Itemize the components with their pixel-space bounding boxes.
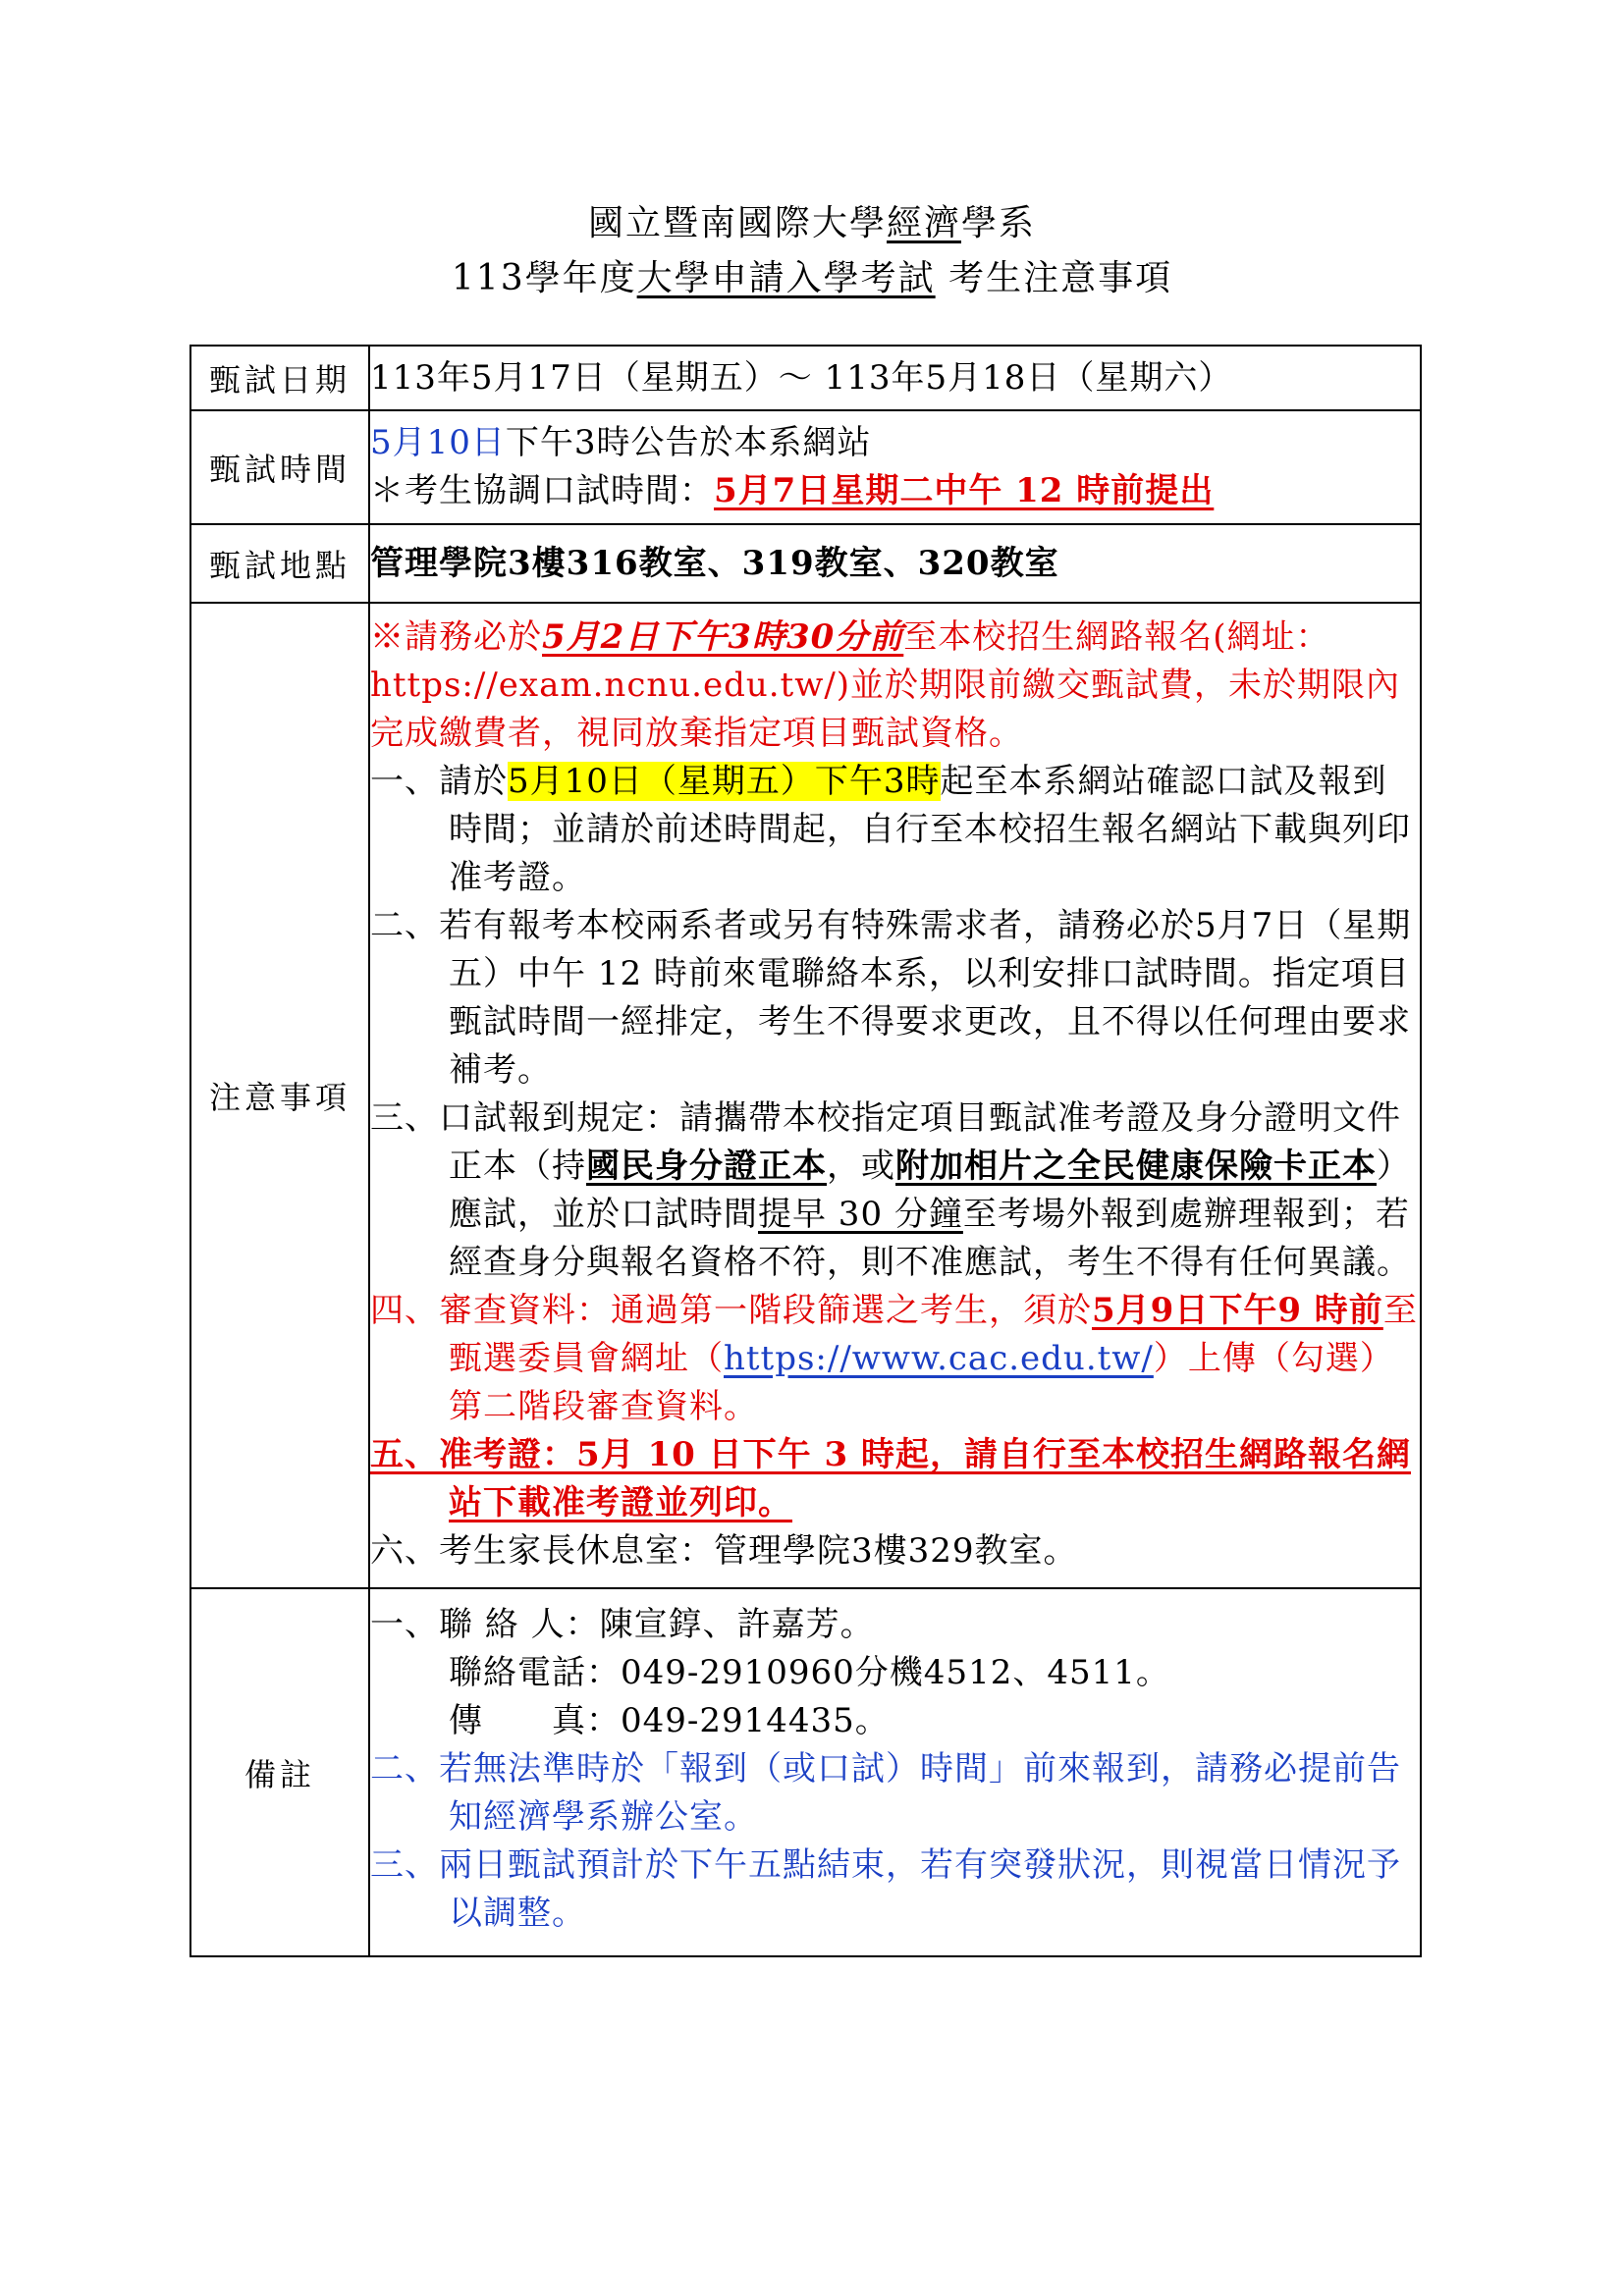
item3-early: 提早 30 分鐘 xyxy=(758,1195,963,1234)
exam-name: 大學申請入學考試 xyxy=(636,258,936,298)
department-name: 經濟 xyxy=(886,203,961,243)
remarks-label: 備註 xyxy=(190,1588,369,1956)
item3-health-card: 附加相片之全民健康保險卡正本 xyxy=(895,1147,1377,1186)
item4-mid: 至甄選委員會網址（ xyxy=(449,1291,1418,1378)
notes-item-3 xyxy=(370,1095,1420,1287)
table-row-place xyxy=(190,524,1421,603)
notes-item-5 xyxy=(370,1431,1420,1527)
registration-deadline: 5月2日下午3時30分前 xyxy=(542,617,904,657)
item4-tail: ）上傳（勾選）第二階段審查資料。 xyxy=(449,1339,1394,1426)
notice-table xyxy=(189,345,1422,1957)
item3-or: ，或 xyxy=(827,1147,895,1186)
item5-text: 五、准考證：5月 10 日下午 3 時起，請自行至本校招生網路報名網站下載准考證並列印。 xyxy=(370,1435,1411,1522)
table-row-time xyxy=(190,410,1421,524)
intro-lead: ※請務必於 xyxy=(370,617,542,657)
notes-content xyxy=(369,603,1421,1588)
item4-lead: 四、審查資料：通過第一階段篩選之考生，須於 xyxy=(370,1291,1092,1330)
title-line-1 xyxy=(0,196,1624,251)
time-label: 甄試時間 xyxy=(190,410,369,524)
remarks-item-3: 三、兩日甄試預計於下午五點結束，若有突發狀況，則視當日情況予以調整。 xyxy=(370,1845,1401,1933)
announce-line xyxy=(370,419,1420,467)
notes-item-2: 二、若有報考本校兩系者或另有特殊需求者，請務必於5月7日（星期五）中午 12 時前來電聯絡本系，以利安排口試時間。指定項目甄試時間一經排定，考生不得要求更改，且不得以任何理由要求補考。 xyxy=(370,906,1412,1090)
notes-label: 注意事項 xyxy=(190,603,369,1588)
university-name: 國立暨南國際大學 xyxy=(587,203,887,243)
place-value: 管理學院3樓316教室、319教室、320教室 xyxy=(369,524,1421,603)
item1-highlight-date: 5月10日（星期五）下午3時 xyxy=(508,762,941,801)
notes-intro xyxy=(370,614,1420,758)
department-suffix: 學系 xyxy=(961,203,1037,243)
notes-item-6: 六、考生家長休息室：管理學院3樓329教室。 xyxy=(370,1531,1078,1571)
coordinate-prefix: ＊考生協調口試時間： xyxy=(370,471,714,510)
date-value: 113年5月17日（星期五）～ 113年5月18日（星期六） xyxy=(369,346,1421,410)
table-row-remarks xyxy=(190,1588,1421,1956)
item3-id-card: 國民身分證正本 xyxy=(586,1147,827,1186)
document-title xyxy=(0,196,1624,306)
remarks-contact-person: 一、聯 絡 人：陳宣錞、許嘉芳。 xyxy=(370,1605,875,1644)
announce-rest: 下午3時公告於本系網站 xyxy=(505,423,872,462)
date-label: 甄試日期 xyxy=(190,346,369,410)
item3-body: 至考場外報到處辦理報到；若經查身分與報名資格不符，則不准應試，考生不得有任何異議。 xyxy=(449,1195,1411,1282)
remarks-contact-fax: 傳 真：049-2914435。 xyxy=(449,1701,890,1740)
table-row-notes xyxy=(190,603,1421,1588)
item4-deadline: 5月9日下午9 時前 xyxy=(1092,1291,1383,1330)
coordinate-line xyxy=(370,467,1420,515)
item3-lead: 三、口試報到規定：請攜帶本校指定項目甄試准考證及身分證明文件正本（持 xyxy=(370,1098,1401,1186)
title-line-2 xyxy=(0,251,1624,306)
remarks-item-2: 二、若無法準時於「報到（或口試）時間」前來報到，請務必提前告知經濟學系辦公室。 xyxy=(370,1749,1401,1837)
academic-year: 113學年度 xyxy=(451,258,637,298)
intro-body: 至本校招生網路報名(網址：https://exam.ncnu.edu.tw/)並於期限前繳交甄試費，未於期限內完成繳費者，視同放棄指定項目甄試資格。 xyxy=(370,617,1401,753)
item1-lead: 一、請於 xyxy=(370,762,508,801)
coordinate-deadline: 5月7日星期二中午 12 時前提出 xyxy=(714,471,1215,510)
table-row-date xyxy=(190,346,1421,410)
remarks-content xyxy=(369,1588,1421,1956)
notes-item-1 xyxy=(370,758,1420,902)
title-suffix: 考生注意事項 xyxy=(935,258,1173,298)
place-label: 甄試地點 xyxy=(190,524,369,603)
announce-date: 5月10日 xyxy=(370,423,506,462)
item3-mid: ）應試，並於口試時間 xyxy=(449,1147,1411,1234)
item1-body: 起至本系網站確認口試及報到時間；並請於前述時間起，自行至本校招生報名網站下載與列印准考證。 xyxy=(449,762,1411,897)
remarks-contact-phone: 聯絡電話：049-2910960分機4512、4511。 xyxy=(449,1653,1170,1692)
notes-item-4 xyxy=(370,1287,1420,1431)
cac-link[interactable]: https://www.cac.edu.tw/ xyxy=(724,1339,1154,1378)
time-value xyxy=(369,410,1421,524)
